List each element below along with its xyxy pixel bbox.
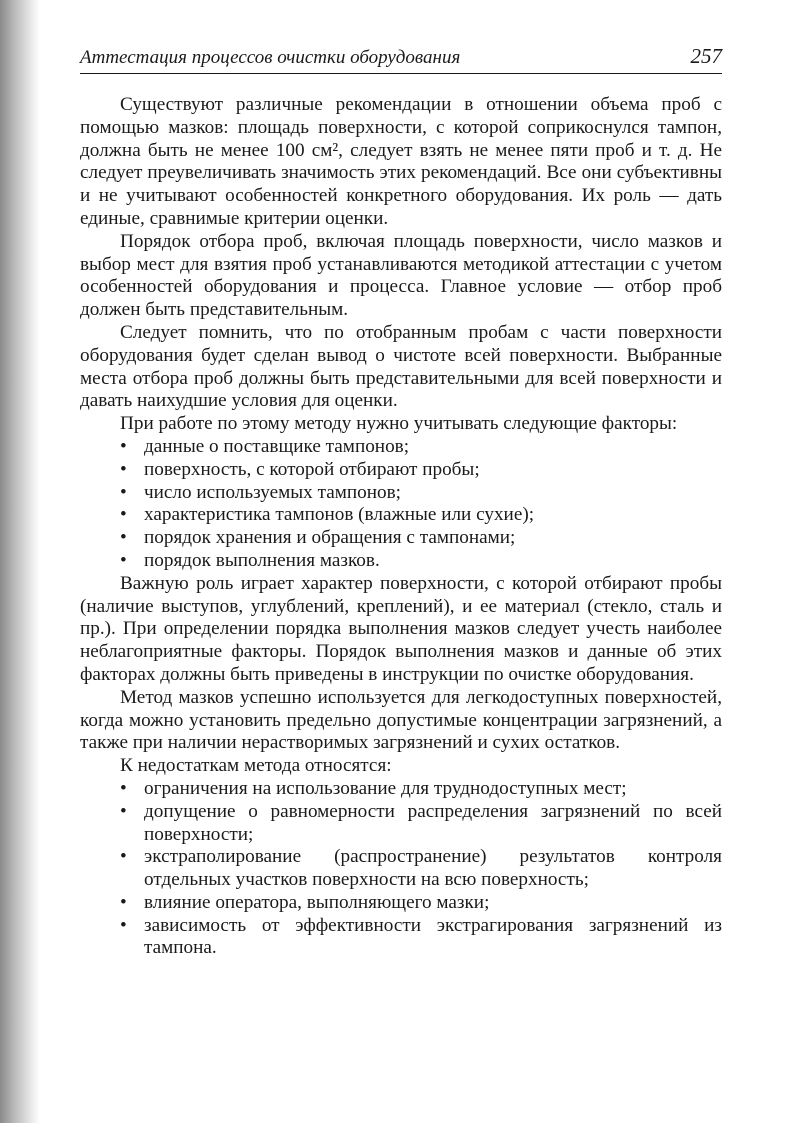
factors-list [80,436,722,573]
running-header-title: Аттестация процессов очистки оборудования [80,47,461,68]
list-item: • характеристика тампонов (влажные или сухие); [80,504,722,527]
paragraph-sample-volume: Существуют различные рекомендации в отношении объема проб с помощью мазков: площадь поверхности, с которой соприкоснулся тампон, должна быть не менее 100 см², следует взять не менее пяти проб и т. д. Не следует преувеличивать значимость этих рекомендаций. Все они субъективны и не учитывают особенностей конкретного оборудования. Их роль — дать единые, сравнимые критерии оценки. [80,94,722,229]
paragraph-sampling-procedure: Порядок отбора проб, включая площадь поверхности, число мазков и выбор мест для взятия проб устанавливаются методикой аттестации с учетом особенностей оборудования и процесса. Главное условие — отбор проб должен быть представительным. [80,230,722,321]
paragraph-drawbacks-intro: К недостаткам метода относятся: [120,755,392,777]
paragraph-representative-sites: Следует помнить, что по отобранным пробам с части поверхности оборудования будет сделан вывод о чистоте всей поверхности. Выбранные места отбора проб должны быть представительными для всей поверхности и давать наихудшие условия для оценки. [80,321,722,412]
paragraph-factors-intro: При работе по этому методу нужно учитывать следующие факторы: [120,413,678,435]
book-spine-shadow [0,0,40,1123]
running-header [80,44,722,74]
paragraph-method-usage: Метод мазков успешно используется для легкодоступных поверхностей, когда можно установить предельно допустимые концентрации загрязнений, а также при наличии нерастворимых загрязнений и сухих остатков. [80,686,722,754]
list-item: • влияние оператора, выполняющего мазки; [80,892,722,915]
page-body [80,94,722,960]
list-item: • допущение о равномерности распределения загрязнений по всей поверхности; [80,801,722,847]
list-item: • данные о поставщике тампонов; [80,436,722,459]
list-item: • ограничения на использование для труднодоступных мест; [80,778,722,801]
book-page [80,44,722,960]
list-item: • поверхность, с которой отбирают пробы; [80,459,722,482]
list-item: • экстраполирование (распространение) результатов контроля отдельных участков поверхности на всю поверхность; [80,846,722,892]
list-item: • порядок хранения и обращения с тампонами; [80,527,722,550]
page-number: 257 [690,44,722,68]
paragraph-surface-character: Важную роль играет характер поверхности, с которой отбирают пробы (наличие выступов, углублений, креплений), и ее материал (стекло, сталь и пр.). При определении порядка выполнения мазков следует учесть наиболее неблагоприятные факторы. Порядок выполнения мазков и данные об этих факторах должны быть приведены в инструкции по очистке оборудования. [80,572,722,685]
list-item: • число используемых тампонов; [80,482,722,505]
drawbacks-list [80,778,722,960]
list-item: • зависимость от эффективности экстрагирования загрязнений из тампона. [80,915,722,961]
list-item: • порядок выполнения мазков. [80,550,722,573]
